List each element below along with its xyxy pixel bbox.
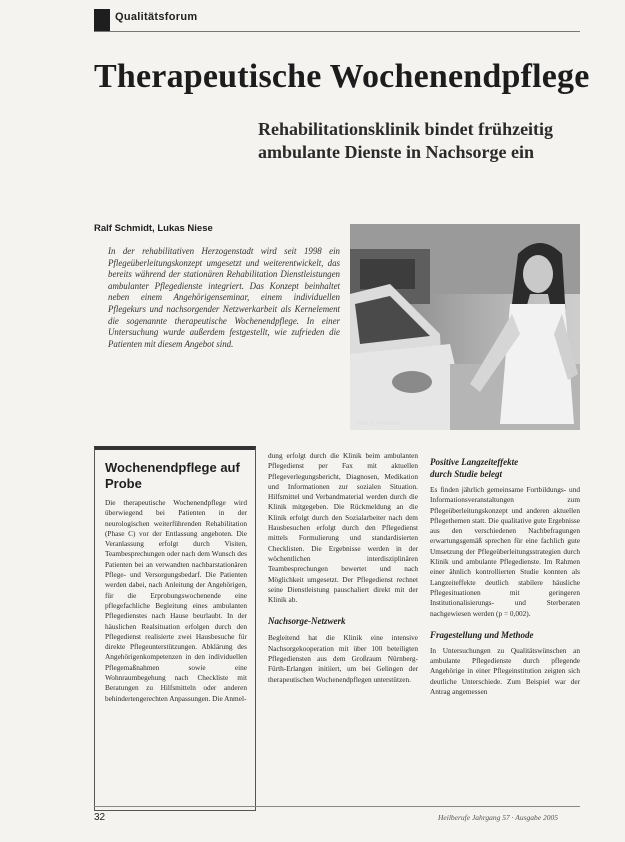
page-number: 32 [94, 812, 106, 823]
column-3-text-1: Es finden jährlich gemeinsame Fortbildungs- und Informationsveranstaltungen zum Pflegeüberleitungskonzept und anderen aktuellen Pflegethemen statt. Die qualitative gute Ergebnisse aus den verschiedenen Nachbefragungen erwartungsgemäß sprechen für eine fachlich gute Umsetzung der Pflegeüberleitungsstrategien durch Klinik und ambulante Pflegedienste. Im Rahmen einer ähnlich kontrollierten Studie konnten als Langzeiteffekte deutlich stabilere häusliche Pflegesituationen mit geringeren Institutionalisierungs- und Sterberaten nachgewiesen werden (p = 0,002). [430, 485, 580, 618]
article-authors: Ralf Schmidt, Lukas Niese [94, 223, 213, 234]
section-label: Qualitätsforum [115, 11, 198, 23]
column-2 [268, 451, 418, 685]
article-subtitle [258, 118, 598, 164]
article-title: Therapeutische Wochenendpflege [94, 58, 590, 95]
sidebar-text: Die therapeutische Wochenendpflege wird überwiegend bei Patienten in der neurologischen weiterführenden Rehabilitation (Phase C) vor der Entlassung angeboten. Die Veranlassung erfolgt durch Visiten, Teambesprechungen oder nach dem Wunsch des Patienten bei an verwandten nachbarstationären Pflege- und Versorgungsbedarf. Die Patienten werden dabei, nach Anleitung der Angehörigen, für die Erprobungswochenende eine pflegefachliche Begleitung eines ambulanten Pflegedienstes nach Hause beurlaubt. In der häuslichen Realsituation erfolgen durch den Pflegedienst realisierte zwei Hausbesuche für direkte Pflegeunterstützungen. Abklärung des Angehörigenkompetenzen in den individuellen Pflegemaßnahmen sowie eine Wohnraumbegehung nach Checkliste mit Beratungen zu Hilfsmitteln oder anderen behindertengerechten Anpassungen. Die Anmel- [105, 498, 247, 703]
article-lead: In der rehabilitativen Herzogenstadt wird seit 1998 ein Pflegeüberleitungskonzept umgesetzt und weiterentwickelt, das bereits während der stationären Rehabilitation Dienstleistungen ambulanter Pflegedienste integriert. Das Konzept beinhaltet neben einem Angehörigenseminar, einem individuellen Pflegekurs und nachsorgender Netzwerkarbeit als Kernelement die sogenannte therapeutische Wochenendpflege. In einer Untersuchung wurde außerdem festgestellt, wie zufrieden die Patienten mit diesem Angebot sind. [108, 246, 340, 349]
journal-reference: Heilberufe Jahrgang 57 · Ausgabe 2005 [438, 813, 558, 822]
column-2-text: dung erfolgt durch die Klinik beim ambulanten Pflegedienst per Fax mit aktuellen Pflegeverlegungsbericht, Diagnosen, Medikation und Informationen zur sozialen Situation. Hilfsmittel und Verbandmaterial werden durch die Klinik mitgegeben. Die Rückmeldung an die Klinik erfolgt durch den Sozialarbeiter nach dem Hausbesuchen erfolgt durch den Pflegedienst mittels Formulierung und standardisierten Checklisten. Die Ergebnisse werden in der wöchentlichen interdisziplinären Teambesprechungen bewertet und nach Möglichkeit umgesetzt. Der Pflegedienst rechnet seine Dienstleistung pauschaliert direkt mit der Klinik ab. [268, 451, 418, 605]
footer-rule [94, 806, 580, 807]
column-3-heading-1-line-1: Positive Langzeiteffekte [430, 457, 519, 467]
subtitle-line-1: Rehabilitationsklinik bindet frühzeitig [258, 119, 554, 139]
sidebar-heading: Wochenendpflege auf Probe [105, 460, 240, 491]
column-3-heading-2: Fragestellung und Methode [430, 629, 534, 640]
column-3-heading-1-line-2: durch Studie belegt [430, 469, 503, 479]
photo-woman-at-car [350, 224, 580, 430]
photo-credit: Foto: B. Pennifold [356, 421, 400, 427]
article-photo [350, 224, 580, 430]
subtitle-line-2: ambulante Dienste in Nachsorge ein [258, 142, 534, 162]
column-2-heading: Nachsorge-Netzwerk [268, 616, 346, 627]
header-rule [94, 31, 580, 32]
section-tab-marker [94, 9, 110, 31]
column-3-text-2: In Untersuchungen zu Qualitätswünschen an ambulante Pflegedienste durch pflegende Angehörige in einer Pflegeinstitution zeigten sich deutliche Unterschiede. Zum Beispiel war der Antrag angemessen [430, 645, 580, 697]
column-3 [430, 456, 580, 697]
column-2-text-2: Begleitend hat die Klinik eine intensive Nachsorgekooperation mit über 100 beteiligten Pflegediensten aus dem Großraum Nürnberg-Fürth-Erlangen initiiert, um bei Gelingen der therapeutischen Wochenendpflegen unterstützen. [268, 633, 418, 684]
